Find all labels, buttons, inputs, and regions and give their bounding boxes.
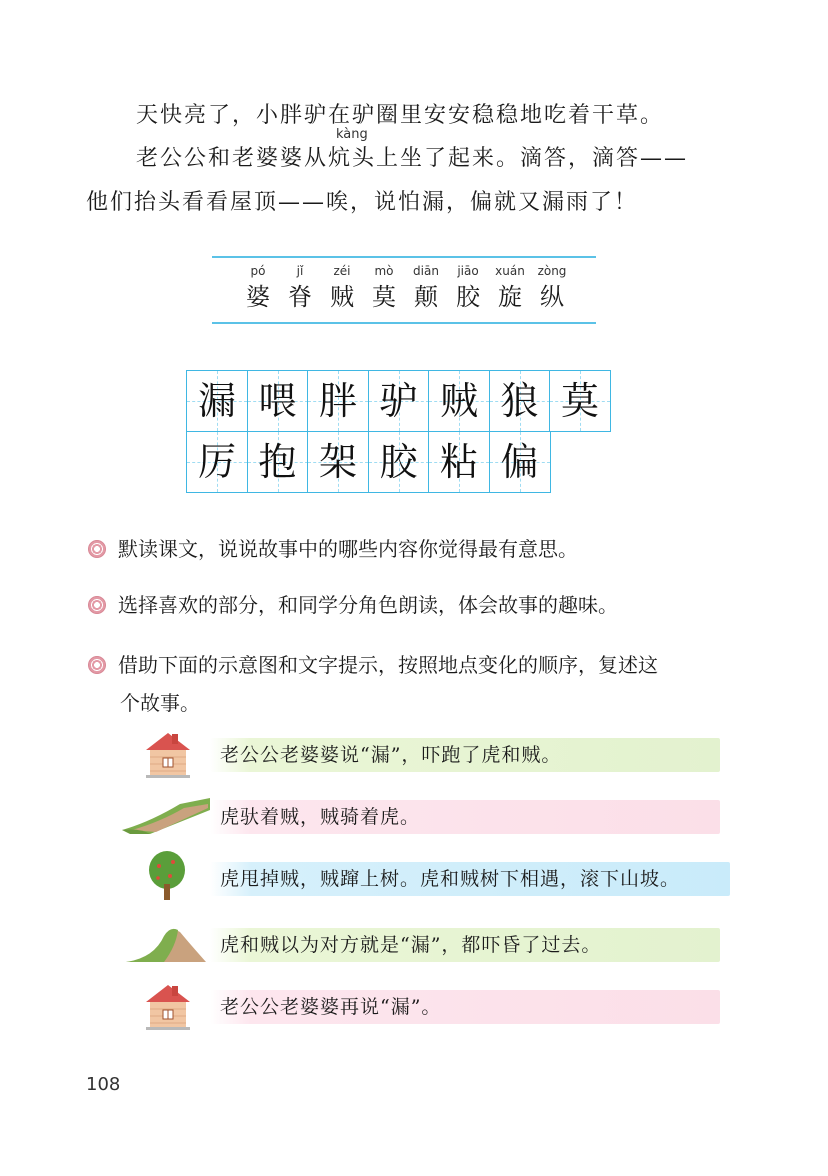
vocab-item [492, 262, 528, 314]
tree-icon [144, 850, 190, 902]
vocab-pinyin: jǐ [296, 264, 304, 278]
grid-cell [186, 431, 248, 493]
house-icon [142, 730, 194, 780]
spiral-bullet-icon [88, 596, 106, 614]
grid-cell [247, 431, 309, 493]
task-text: 默读课文，说说故事中的哪些内容你觉得最有意思。 [118, 539, 578, 561]
task-1 [88, 534, 578, 566]
grid-cell [549, 370, 611, 432]
write-grid-row-1 [186, 370, 610, 432]
grid-char: 漏 [197, 379, 236, 423]
story-step-4 [120, 918, 720, 970]
grid-cell [489, 431, 551, 493]
grid-char: 胖 [318, 379, 357, 423]
story-step-2 [120, 790, 720, 842]
grid-char: 喂 [258, 379, 297, 423]
story-step-1 [120, 728, 720, 780]
grid-cell [186, 370, 248, 432]
vocab-char: 旋 [498, 283, 522, 311]
pinyin-kang: kàng [336, 127, 368, 142]
page-number: 108 [86, 1074, 121, 1095]
vocab-list [240, 262, 570, 314]
task-3-continued: 个故事。 [120, 693, 200, 715]
grid-char: 粘 [439, 440, 478, 484]
vocab-char: 脊 [288, 283, 312, 311]
task-2 [88, 590, 618, 622]
spiral-bullet-icon [88, 540, 106, 558]
task-text: 借助下面的示意图和文字提示，按照地点变化的顺序，复述这 [118, 655, 658, 677]
grid-char: 驴 [379, 379, 418, 423]
vocab-item [324, 262, 360, 314]
vocab-pinyin: mò [374, 264, 394, 278]
vocab-pinyin: pó [250, 264, 266, 278]
step-text: 虎驮着贼，贼骑着虎。 [210, 800, 720, 834]
grid-cell [368, 370, 430, 432]
grid-char: 狼 [500, 379, 539, 423]
story-step-5 [120, 980, 720, 1032]
grid-char: 莫 [560, 379, 599, 423]
grid-cell [307, 370, 369, 432]
grid-char: 贼 [439, 379, 478, 423]
vocab-pinyin: xuán [495, 264, 525, 278]
road-icon [120, 792, 212, 836]
vocab-item [366, 262, 402, 314]
vocab-char: 贼 [330, 283, 354, 311]
vocab-item [450, 262, 486, 314]
vocab-char: 婆 [246, 283, 270, 311]
grid-char: 偏 [500, 440, 539, 484]
step-text: 老公公老婆婆再说“漏”。 [210, 990, 720, 1024]
vocab-bottom-rule [212, 322, 596, 324]
text-line-1: 天快亮了，小胖驴在驴圈里安安稳稳地吃着干草。 [136, 103, 665, 128]
grid-cell [307, 431, 369, 493]
step-text: 虎和贼以为对方就是“漏”，都吓昏了过去。 [210, 928, 720, 962]
text-line-3: 他们抬头看看屋顶——唉，说怕漏，偏就又漏雨了！ [86, 190, 639, 215]
vocab-char: 纵 [540, 283, 564, 311]
grid-cell [489, 370, 551, 432]
grid-cell [368, 431, 430, 493]
vocab-pinyin: diān [413, 264, 439, 278]
hill-icon [124, 924, 208, 964]
vocab-top-rule [212, 256, 596, 258]
step-text: 老公公老婆婆说“漏”，吓跑了虎和贼。 [210, 738, 720, 772]
grid-char: 胶 [379, 440, 418, 484]
house-icon [142, 982, 194, 1032]
story-step-3 [120, 852, 720, 904]
write-grid-row-2 [186, 431, 549, 493]
step-text: 虎甩掉贼，贼蹿上树。虎和贼树下相遇，滚下山坡。 [210, 862, 730, 896]
grid-cell [247, 370, 309, 432]
grid-cell [428, 370, 490, 432]
grid-cell [428, 431, 490, 493]
vocab-char: 莫 [372, 283, 396, 311]
task-3 [88, 650, 658, 682]
vocab-item [282, 262, 318, 314]
vocab-item [408, 262, 444, 314]
vocab-char: 颠 [414, 283, 438, 311]
vocab-pinyin: jiāo [457, 264, 479, 278]
grid-char: 厉 [197, 440, 236, 484]
vocab-pinyin: zéi [333, 264, 351, 278]
vocab-pinyin: zòng [537, 264, 567, 278]
text-line-2: 老公公和老婆婆从炕头上坐了起来。滴答，滴答—— [136, 146, 689, 171]
grid-char: 抱 [258, 440, 297, 484]
vocab-item [240, 262, 276, 314]
vocab-item [534, 262, 570, 314]
spiral-bullet-icon [88, 656, 106, 674]
vocab-char: 胶 [456, 283, 480, 311]
task-text: 选择喜欢的部分，和同学分角色朗读，体会故事的趣味。 [118, 595, 618, 617]
grid-char: 架 [318, 440, 357, 484]
